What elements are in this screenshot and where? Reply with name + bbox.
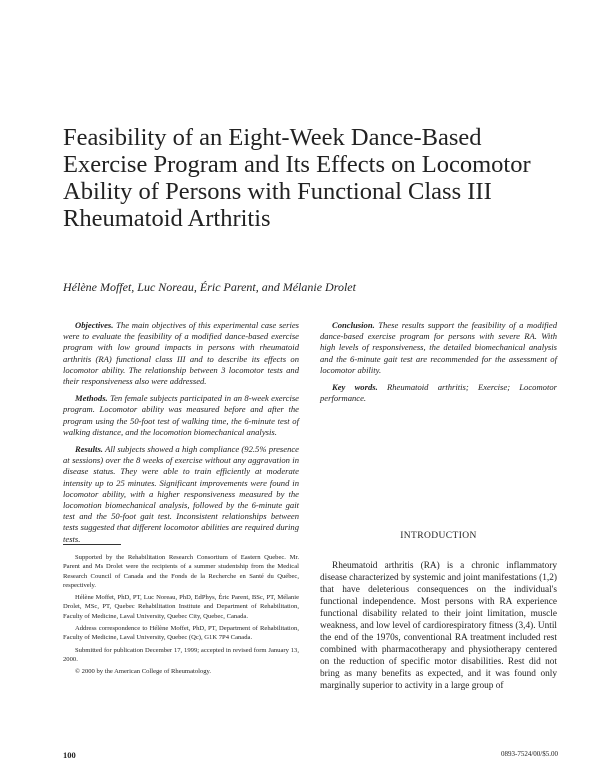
author-list: Hélène Moffet, Luc Noreau, Éric Parent, and Mélanie Drolet — [63, 280, 356, 294]
results-label: Results. — [75, 444, 103, 455]
article-title: Feasibility of an Eight-Week Dance-Based Exercise Program and Its Effects on Locomotor Ability of Persons with Functional Class III Rheumatoid Arthritis — [63, 124, 531, 232]
footnote-affiliations: Hélène Moffet, PhD, PT, Luc Noreau, PhD, EdPhys, Éric Parent, BSc, PT, Mélanie Drolet, MSc, PT, Quebec Rehabilitation Institute and Department of Rehabilitation, Faculty of Medicine, Laval University, Quebec City, Quebec, Canada. — [63, 594, 299, 620]
abstract-methods — [63, 393, 299, 438]
abstract-right-column — [320, 320, 557, 410]
abstract-conclusion — [320, 320, 557, 376]
footnote-copyright: © 2000 by the American College of Rheumatology. — [75, 668, 212, 676]
methods-label: Methods. — [75, 393, 108, 404]
conclusion-label: Conclusion. — [332, 320, 375, 330]
footnote-correspondence: Address correspondence to Hélène Moffet, PhD, PT, Department of Rehabilitation, Faculty of Medicine, Laval University, Quebec (Qc), G1K 7P4 Canada. — [63, 625, 299, 642]
page-number: 100 — [63, 750, 76, 760]
journal-code: 0893-7524/00/$5.00 — [501, 750, 558, 758]
abstract-left-column — [63, 320, 299, 551]
footnotes — [63, 553, 299, 680]
results-text: All subjects showed a high compliance (92.5% presence at sessions) over the 8 weeks of exercise without any aggravation in disease status. They were able to train efficiently at moderate intensity up to 25 minutes. Significant improvements were found in locomotor ability, with a higher responsiveness measured by the locomotion biomechanical analysis, followed by the 6-minute gait test and the 50-foot gait test. Inconsistent relationships between tests suggested that different locomotor abilities are required during tests. — [63, 444, 299, 544]
introduction-body — [320, 560, 557, 692]
footnote-divider — [63, 544, 121, 545]
abstract-keywords — [320, 382, 557, 404]
introduction-heading: INTRODUCTION — [400, 531, 477, 541]
conclusion-text: These results support the feasibility of a modified dance-based exercise program for persons with severe RA. With high levels of responsiveness, the detailed biomechanical analysis and the 6-minute gait test are recommended for the assessment of locomotor ability. — [320, 320, 557, 375]
objectives-label: Objectives. — [75, 320, 114, 330]
footnote-submission: Submitted for publication December 17, 1999; accepted in revised form January 13, 2000. — [63, 646, 299, 663]
introduction-paragraph: Rheumatoid arthritis (RA) is a chronic inflammatory disease characterized by systemic and joint manifestations (1,2) that have deleterious consequences on the individual's functional independence. Most persons with RA experience functional disability related to their joint limitation, muscle weakness, and low level of cardiorespiratory fitness (3,4). Until the end of the 1970s, conventional RA treatment included rest combined with pharmacotherapy and physiotherapy centered on the reduction of specific motor disabilities. Rest did not bring as many benefits as expected, and it was found only marginally superior to activity in a large group of — [320, 561, 557, 691]
keywords-text: Rheumatoid arthritis; Exercise; Locomotor performance. — [320, 382, 557, 404]
keywords-label: Key words. — [332, 382, 378, 393]
abstract-results — [63, 444, 299, 545]
abstract-objectives — [63, 320, 299, 387]
methods-text: Ten female subjects participated in an 8-week exercise program. Locomotor ability was measured before and after the program using the 50-foot test of walking time, the 6-minute test of walking distance, and the locomotion biomechanical analysis. — [63, 393, 299, 437]
footnote-funding: Supported by the Rehabilitation Research Consortium of Eastern Quebec. Mr. Parent and Ms Drolet were the recipients of a summer studentship from the Medical Research Council of Canada and the Fonds de la Recherche en Santé du Québec, respectively. — [63, 554, 299, 589]
objectives-text: The main objectives of this experimental case series were to evaluate the feasibility of a modified dance-based exercise program with low ground impacts in persons with rheumatoid arthritis (RA) functional class III and to describe its effects on locomotor ability. The relationship between 3 locomotor tests and their responsiveness also were addressed. — [63, 320, 299, 387]
